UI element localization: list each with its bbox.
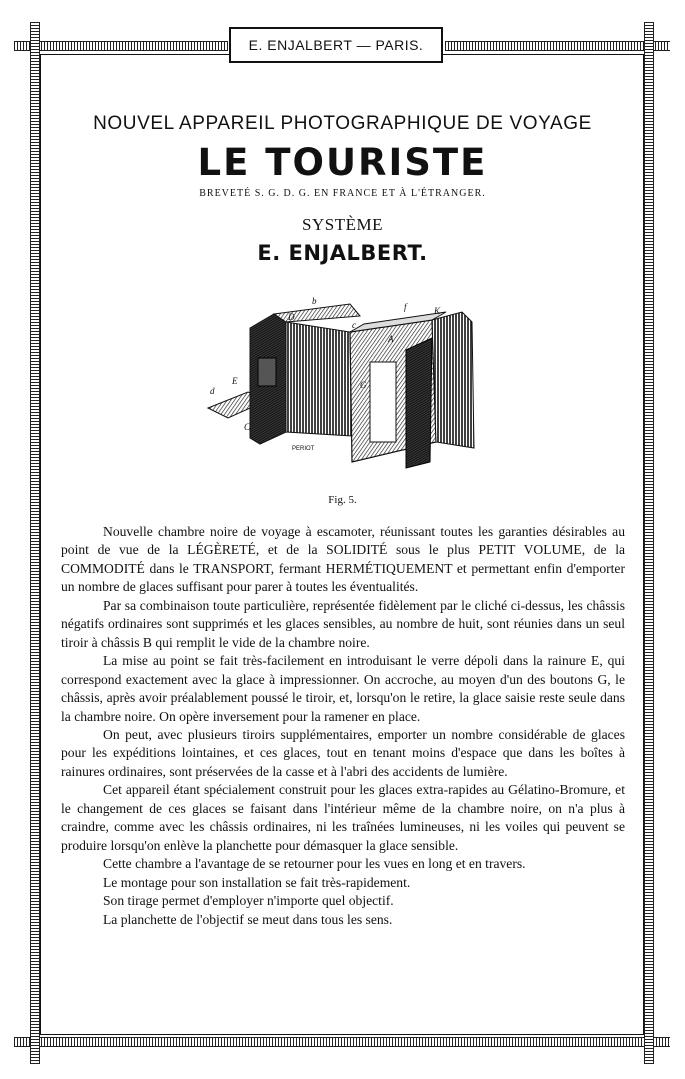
label-k: K [434,306,441,316]
system-label: SYSTÈME [302,215,383,234]
paragraph: Cet appareil étant spécialement construit pour les glaces extra-rapides au Gélatino-Bromure, et le changement de ces glaces se faisant dans l'intérieur même de la chambre noire, on n'a plus à craindre, comme avec les châssis ordinaires, ni les traînées lumineuses, ni les voiles qui peuvent se produire lorsqu'on enlève la planchette pour démasquer la glace sensible. [61,782,625,853]
label-g: G [360,380,367,390]
paragraph: On peut, avec plusieurs tiroirs supplémentaires, emporter un nombre considérable de glaces pour les expéditions lointaines, et ces glaces, tout en tenant moins d'espace que dans les boîtes à rainures ordinaires, sont préservées de la casse et à l'abri des accidents de lumière. [61,726,625,779]
patent-line: BREVETÉ S. G. D. G. EN FRANCE ET À L'ÉTRANGER. [199,188,486,199]
label-c-big: C [244,422,251,432]
camera-bellows [286,322,352,436]
paragraph: Par sa combinaison toute particulière, représentée fidèlement par le cliché ci-dessus, les châssis négatifs ordinaires sont supprimés et les glaces sensibles, au nombre de huit, sont réunies dans un seul tiroir à châssis B qui remplit le vide de la chambre noire. [61,597,625,650]
description-text [61,523,625,929]
camera-rear-box [432,312,474,448]
paragraph: Cette chambre a l'avantage de se retourner pour les vues en long et en travers. [103,856,526,872]
paragraph: Le montage pour son installation se fait très-rapidement. [103,874,411,890]
border-top-right [445,41,670,51]
label-a: A [388,334,394,344]
label-f: f [404,302,407,312]
label-c: c [352,320,356,330]
inner-rule-bottom [40,1034,644,1035]
camera-illustration [200,292,485,482]
engraver-signature: PERIOT [292,446,315,452]
supertitle: NOUVEL APPAREIL PHOTOGRAPHIQUE DE VOYAGE [93,113,592,134]
paragraph: La mise au point se fait très-facilement en introduisant le verre dépoli dans la rainure E, qui correspond exactement avec la glace à impressionner. On accroche, au moyen d'un des boutons G, le châssis, après avoir préalablement poussé le tiroir, et, lorsqu'on le retire, la glace saisie reste seule dans la chambre noire. On opère inversement pour la ramener en place. [61,653,625,724]
plate-slider [370,362,396,442]
inner-rule-top-left [40,54,230,55]
label-b: b [312,296,317,306]
inventor-name: E. ENJALBERT. [257,241,428,265]
header-box [229,27,443,63]
paragraph: Son tirage permet d'employer n'importe quel objectif. [103,893,394,909]
border-left [30,22,40,1064]
header-label: E. ENJALBERT — PARIS. [248,37,424,53]
camera-open-door [406,338,432,468]
border-bottom [14,1037,670,1047]
label-d-small: d [210,386,215,396]
inner-rule-top-right [443,54,643,55]
figure-caption: Fig. 5. [328,494,357,506]
inner-rule-left [40,54,41,1034]
border-top-left [14,41,228,51]
label-d: D [288,312,295,322]
paragraph: Nouvelle chambre noire de voyage à escamoter, réunissant toutes les garanties désirables au point de vue de la LÉGÈRETÉ, et de la SOLIDITÉ sous le plus PETIT VOLUME, de la COMMODITÉ dans le TRANSPORT, fermant HERMÉTIQUEMENT et permettant enfin d'emporter un nombre de glaces suffisant pour parer à toutes les éventualités. [61,524,625,595]
label-e: E [232,376,238,386]
camera-top-panel [274,304,360,322]
inner-rule-right [643,54,644,1034]
main-title: LE TOURISTE [197,141,488,184]
paragraph: La planchette de l'objectif se meut dans tous les sens. [103,911,393,927]
lens-board [258,358,276,386]
border-right [644,22,654,1064]
